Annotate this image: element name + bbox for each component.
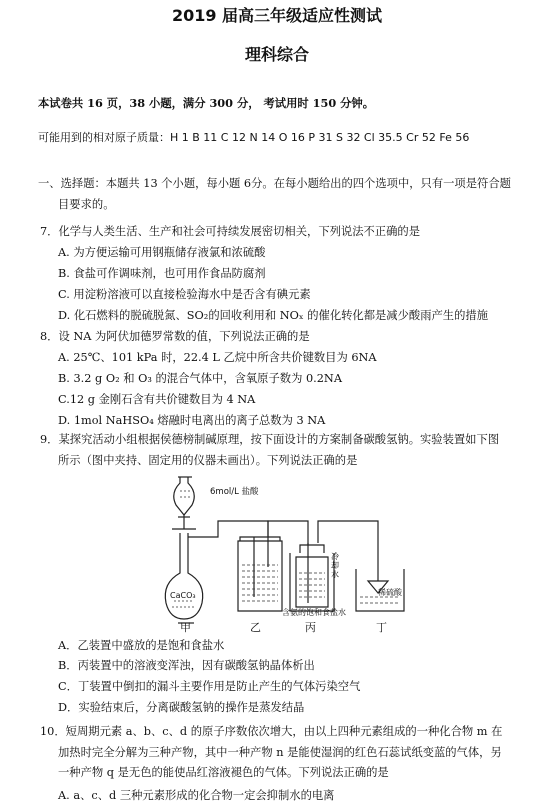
q8-stem: 8．设 NA 为阿伏加德罗常数的值，下列说法正确的是: [40, 330, 310, 343]
saturated-brine-label: 含氨的饱和食盐水: [282, 608, 346, 617]
subject-title: 理科综合: [244, 45, 309, 64]
exam-title: 2019 届高三年级适应性测试: [171, 6, 383, 25]
q8-option-d: D. 1mol NaHSO₄ 熔融时电离出的离子总数为 3 NA: [58, 414, 326, 427]
label-jia: 甲: [180, 621, 191, 634]
q10-option-a: A. a、c、d 三种元素形成的化合物一定会抑制水的电离: [58, 789, 335, 802]
q10-stem: 10．短周期元素 a、b、c、d 的原子序数依次增大，由以上四种元素组成的一种化合物 m 在: [40, 725, 503, 738]
section-heading-cont: 目要求的。: [58, 198, 115, 211]
q9-stem: 9．某探究活动小组根据侯德榜制碱原理，按下面设计的方案制备碳酸氢钠。实验装置如下图: [40, 433, 500, 446]
q7-option-d: D. 化石燃料的脱硫脱氮、SO₂的回收利用和 NOₓ 的催化转化都是减少酸雨产生的措施: [58, 309, 488, 322]
q7-option-c: C. 用淀粉溶液可以直接检验海水中是否含有碘元素: [58, 288, 311, 301]
q10-stem-cont2: 一种产物 q 是无色的能使品红溶液褪色的气体。下列说法正确的是: [58, 766, 389, 779]
q7-option-b: B. 食盐可作调味剂，也可用作食品防腐剂: [58, 267, 266, 280]
q8-option-b: B. 3.2 g O₂ 和 O₃ 的混合气体中，含氧原子数为 0.2NA: [58, 372, 342, 385]
q8-option-a: A. 25℃、101 kPa 时，22.4 L 乙烷中所含共价键数目为 6NA: [58, 351, 377, 364]
q9-stem-cont: 所示（图中夹持、固定用的仪器未画出）。下列说法正确的是: [58, 454, 358, 467]
cooling-water-label: 冷 却 水: [331, 552, 339, 579]
q9-option-a: A．乙装置中盛放的是饱和食盐水: [58, 639, 225, 652]
q9-option-d: D．实验结束后，分离碳酸氢钠的操作是蒸发结晶: [58, 701, 305, 714]
q9-option-c: C．丁装置中倒扣的漏斗主要作用是防止产生的气体污染空气: [58, 680, 361, 693]
q7-option-a: A. 为方便运输可用钢瓶储存液氯和浓硫酸: [58, 246, 266, 259]
label-bing: 丙: [305, 621, 316, 634]
q9-option-b: B．丙装置中的溶液变浑浊，因有碳酸氢钠晶体析出: [58, 659, 315, 672]
section-heading: 一、选择题：本题共 13 个小题，每小题 6分。在每小题给出的四个选项中，只有一项是符合题: [38, 177, 511, 190]
q8-option-c: C.12 g 金刚石含有共价键数目为 4 NA: [58, 393, 256, 406]
atomic-masses: 可能用到的相对原子质量：H 1 B 11 C 12 N 14 O 16 P 31 S 32 Cl 35.5 Cr 52 Fe 56: [38, 131, 470, 144]
q10-stem-cont: 加热时完全分解为三种产物，其中一种产物 n 是能使湿润的红色石蕊试纸变蓝的气体，另: [58, 746, 502, 759]
hcl-label: 6mol/L 盐酸: [210, 487, 259, 497]
label-ding: 丁: [376, 621, 387, 634]
label-yi: 乙: [250, 621, 261, 634]
apparatus-diagram: [150, 473, 410, 643]
q7-stem: 7．化学与人类生活、生产和社会可持续发展密切相关，下列说法不正确的是: [40, 225, 420, 238]
dilute-acid-label: 稀硫酸: [378, 588, 402, 597]
exam-note: 本试卷共 16 页，38 小题，满分 300 分， 考试用时 150 分钟。: [38, 96, 375, 110]
caco3-label: CaCO₃: [170, 591, 196, 600]
